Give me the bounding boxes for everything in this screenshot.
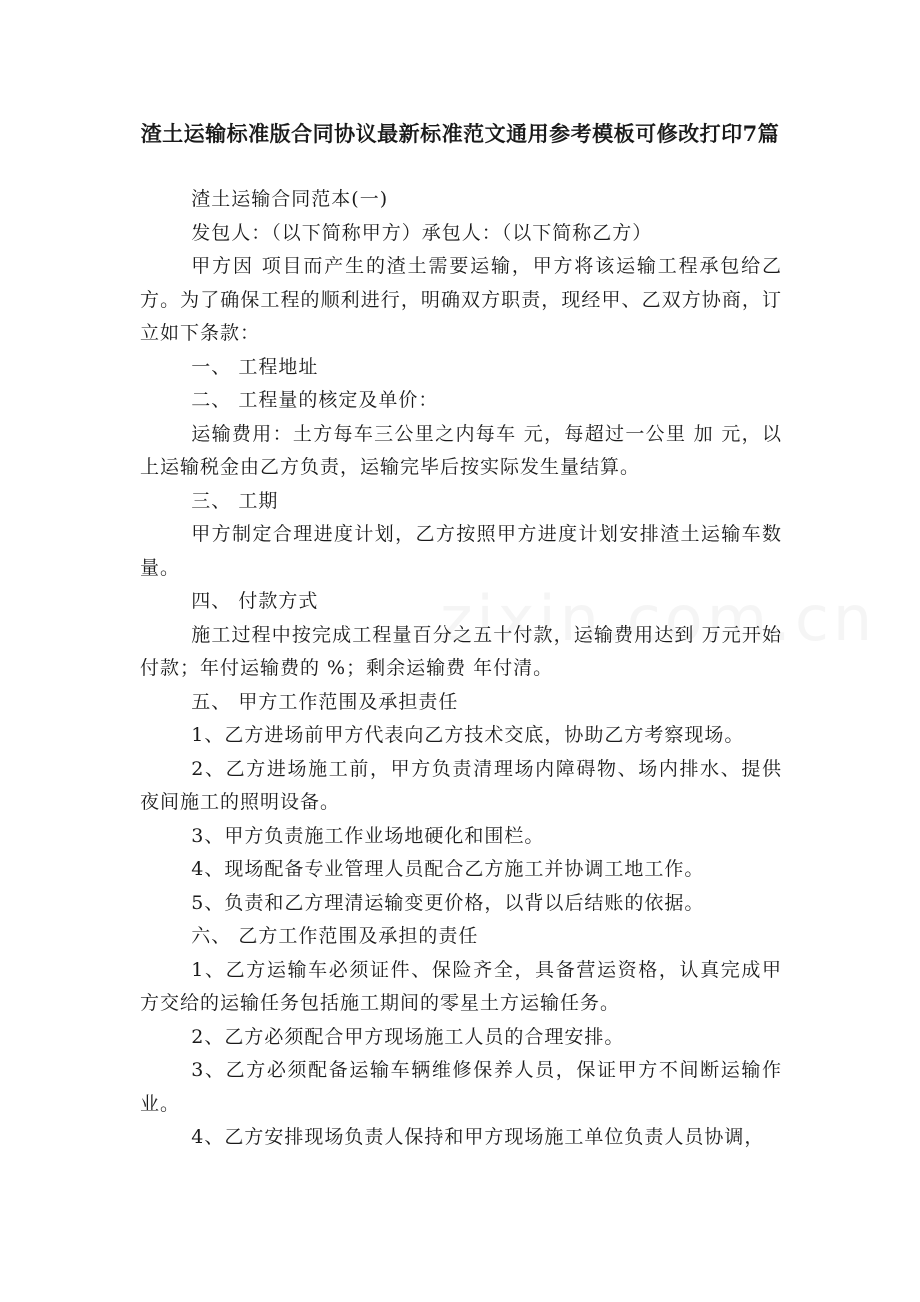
paragraph-section-heading: 渣土运输合同范本(一) [191, 188, 389, 210]
paragraph-intro: 甲方因 项目而产生的渣土需要运输，甲方将该运输工程承包给乙方。为了确保工程的顺利进行，明确双方职责，现经甲、乙双方协商，订立如下条款： [140, 255, 782, 344]
list-item: 1、乙方运输车必须证件、保险齐全，具备营运资格，认真完成甲方交给的运输任务包括施工期间的零星土方运输任务。 [140, 958, 782, 1014]
list-item: 5、负责和乙方理清运输变更价格，以背以后结账的依据。 [191, 891, 705, 914]
clause-heading-6: 六、 乙方工作范围及承担的责任 [191, 925, 479, 947]
paragraph-payment: 施工过程中按完成工程量百分之五十付款，运输费用达到 万元开始付款；年付运输费的 %；剩余运输费 年付清。 [140, 623, 782, 679]
list-item: 4、乙方安排现场负责人保持和甲方现场施工单位负责人员协调， [191, 1126, 765, 1148]
clause-heading-1: 一、 工程地址 [191, 355, 319, 378]
list-item: 2、乙方进场施工前，甲方负责清理场内障碍物、场内排水、提供夜间施工的照明设备。 [140, 757, 782, 813]
document-body [140, 183, 782, 1155]
list-item: 4、现场配备专业管理人员配合乙方施工并协调工地工作。 [191, 858, 705, 880]
clause-heading-2: 二、 工程量的核定及单价： [191, 389, 439, 411]
list-item: 1、乙方进场前甲方代表向乙方技术交底，协助乙方考察现场。 [191, 724, 745, 746]
clause-heading-5: 五、 甲方工作范围及承担责任 [191, 690, 459, 713]
clause-heading-4: 四、 付款方式 [191, 590, 319, 612]
paragraph-parties: 发包人：（以下简称甲方）承包人：（以下简称乙方） [191, 221, 653, 244]
document-title: 渣土运输标准版合同协议最新标准范文通用参考模板可修改打印7篇 [140, 121, 780, 146]
paragraph-transport-fee: 运输费用：土方每车三公里之内每车 元，每超过一公里 加 元，以上运输税金由乙方负责，运输完毕后按实际发生量结算。 [140, 422, 782, 478]
clause-heading-3: 三、 工期 [191, 489, 279, 512]
paragraph-schedule: 甲方制定合理进度计划，乙方按照甲方进度计划安排渣土运输车数量。 [140, 523, 782, 579]
list-item: 2、乙方必须配合甲方现场施工人员的合理安排。 [191, 1025, 625, 1048]
list-item: 3、乙方必须配备运输车辆维修保养人员，保证甲方不间断运输作业。 [140, 1059, 782, 1115]
list-item: 3、甲方负责施工作业场地硬化和围栏。 [191, 824, 545, 847]
